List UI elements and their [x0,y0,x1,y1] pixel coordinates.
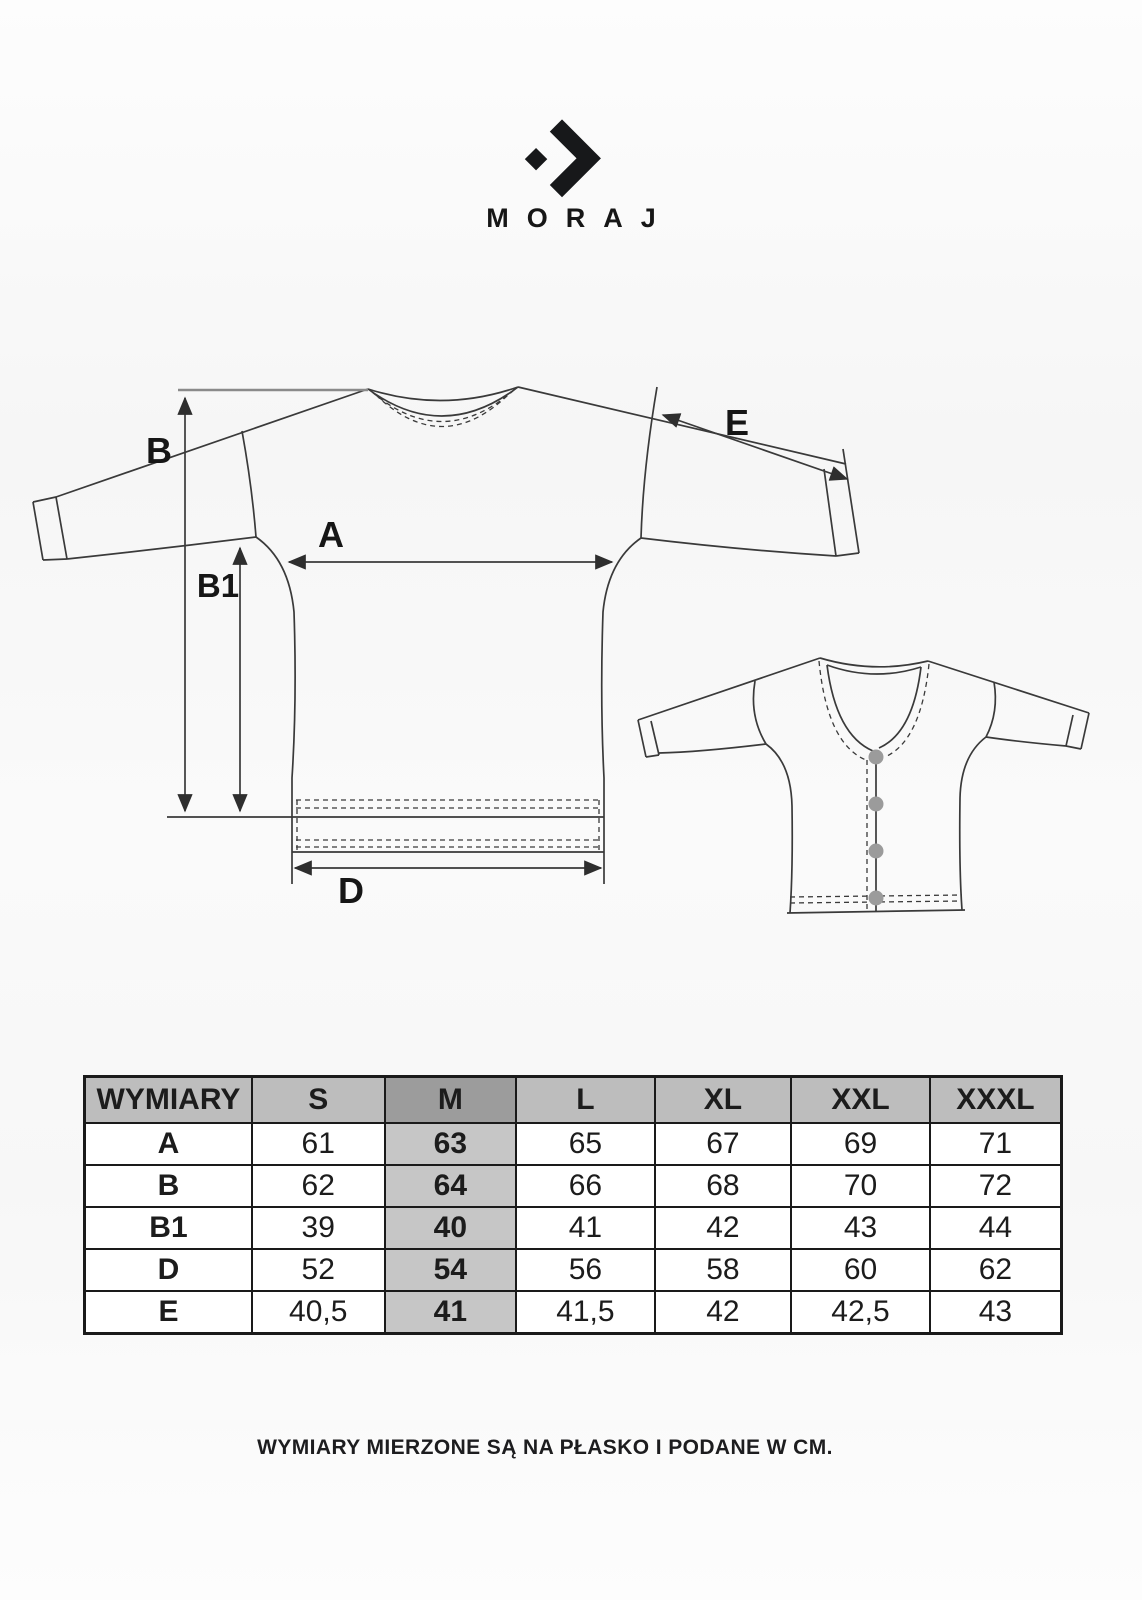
dimension-value: 62 [930,1249,1062,1291]
dimension-value: 41 [385,1291,517,1334]
measure-label-D: D [338,870,364,911]
dimension-value: 61 [252,1123,385,1165]
size-column-header-XXXL: XXXL [930,1077,1062,1124]
size-table-row-B [85,1165,1062,1207]
dimension-value: 41 [516,1207,655,1249]
size-column-header-L: L [516,1077,655,1124]
button-icon [869,891,884,906]
dimension-label: E [85,1291,252,1334]
size-column-header-M: M [385,1077,517,1124]
garment-measurement-diagram [0,355,1142,965]
size-table-row-E [85,1291,1062,1334]
dimension-value: 52 [252,1249,385,1291]
dimension-value: 71 [930,1123,1062,1165]
size-column-header-XL: XL [655,1077,792,1124]
measure-label-B: B [146,430,172,471]
size-table-header-row [85,1077,1062,1124]
dimension-label: A [85,1123,252,1165]
dimension-value: 43 [791,1207,930,1249]
dimension-value: 40,5 [252,1291,385,1334]
dimension-value: 56 [516,1249,655,1291]
dimension-value: 42 [655,1207,792,1249]
brand-logo-icon [488,116,648,211]
dimension-value: 66 [516,1165,655,1207]
button-icon [869,844,884,859]
dimension-value: 63 [385,1123,517,1165]
measure-label-A: A [318,514,344,555]
size-table-container [83,1075,1063,1335]
size-table-body [85,1123,1062,1334]
dimension-label: D [85,1249,252,1291]
measure-arrow-E [663,415,847,479]
dimension-value: 42,5 [791,1291,930,1334]
measurement-arrows [146,390,847,911]
dimension-value: 60 [791,1249,930,1291]
dimension-value: 40 [385,1207,517,1249]
dimension-value: 44 [930,1207,1062,1249]
dimension-value: 67 [655,1123,792,1165]
dimension-value: 69 [791,1123,930,1165]
dimension-value: 62 [252,1165,385,1207]
dimension-value: 39 [252,1207,385,1249]
measure-label-E: E [724,402,750,443]
size-column-header-S: S [252,1077,385,1124]
brand-name: MORAJ [486,203,674,233]
measure-label-B1: B1 [196,567,240,604]
dimension-value: 43 [930,1291,1062,1334]
dimension-value: 68 [655,1165,792,1207]
dimension-label: B1 [85,1207,252,1249]
dimension-value: 41,5 [516,1291,655,1334]
size-table-row-A [85,1123,1062,1165]
dimension-value: 58 [655,1249,792,1291]
dimensions-column-header: WYMIARY [85,1077,252,1124]
chevron-right-icon [556,126,589,192]
button-icon [869,750,884,765]
size-table-row-B1 [85,1207,1062,1249]
garment-button-front-sketch [638,658,1089,913]
button-icon [869,797,884,812]
diamond-icon [525,148,547,170]
dimension-value: 64 [385,1165,517,1207]
footer-note: WYMIARY MIERZONE SĄ NA PŁASKO I PODANE W CM. [257,1436,833,1459]
size-table-header [85,1077,1062,1124]
size-column-header-XXL: XXL [791,1077,930,1124]
dimension-value: 70 [791,1165,930,1207]
dimension-value: 42 [655,1291,792,1334]
dimension-value: 54 [385,1249,517,1291]
dimension-value: 72 [930,1165,1062,1207]
size-table-row-D [85,1249,1062,1291]
dimension-value: 65 [516,1123,655,1165]
dimension-label: B [85,1165,252,1207]
size-table [83,1075,1063,1335]
